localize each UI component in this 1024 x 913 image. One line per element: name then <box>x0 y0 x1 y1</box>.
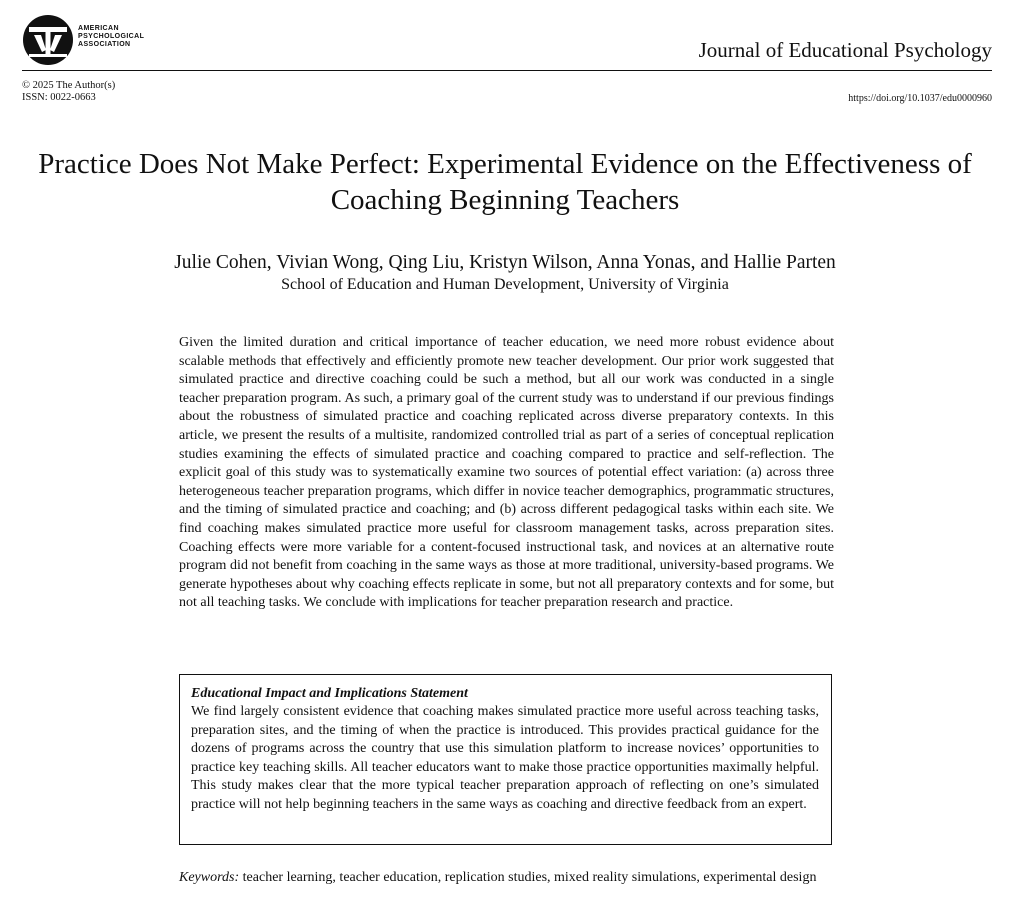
publisher-name-line: PSYCHOLOGICAL <box>78 33 145 40</box>
journal-header <box>22 10 992 71</box>
issn-line: ISSN: 0022-0663 <box>22 92 96 103</box>
apa-logo-icon <box>22 14 74 66</box>
publisher-name-line: AMERICAN <box>78 25 119 32</box>
author-list: Julie Cohen, Vivian Wong, Qing Liu, Kristyn Wilson, Anna Yonas, and Hallie Parten <box>174 252 836 273</box>
keywords <box>179 869 834 888</box>
publisher-name-line: ASSOCIATION <box>78 41 131 48</box>
abstract-text: Given the limited duration and critical importance of teacher education, we need more robust evidence about scalable methods that effectively and efficiently promote new teacher development. Our prior work suggested that simulated practice and directive coaching could be such a method, but all our work was conducted in a single teacher preparation program. As such, a primary goal of the current study was to understand if our previous findings about the robustness of simulated practice and coaching replicated across diverse preparatory contexts. In this article, we present the results of a multisite, randomized controlled trial as part of a series of conceptual replication studies examining the effects of simulated practice and coaching compared to practice and self-reflection. The explicit goal of this study was to systematically examine two sources of potential effect variation: (a) across three heterogeneous teacher preparation programs, which differ in novice teacher demographics, programmatic structures, and the timing of simulated practice and coaching; and (b) across different pedagogical tasks within each site. We find coaching makes simulated practice more useful for classroom management tasks, across preparation sites. Coaching effects were more variable for a content-focused instructional task, and novices at an alternative route program did not benefit from coaching in the same ways as those at more traditional, university-based programs. We generate hypotheses about why coaching effects replicate in some, but not all preparatory contexts and for some, but not all teaching tasks. We conclude with implications for teacher preparation research and practice. <box>179 335 834 611</box>
impact-statement-box <box>179 674 832 845</box>
article-title: Practice Does Not Make Perfect: Experimental Evidence on the Effectiveness of Coaching Beginning Teachers <box>38 148 972 216</box>
impact-statement-title: Educational Impact and Implications Statement <box>191 686 468 701</box>
publisher-name <box>78 25 144 49</box>
impact-statement-text: We find largely consistent evidence that coaching makes simulated practice more useful across teaching tasks, preparation sites, and the timing of when the practice is introduced. This provides practical guidance for the dozens of programs across the country that use this simulation platform to increase novices’ opportunities to practice key teaching skills. All teacher educators want to make those practice opportunities maximally helpful. This study makes clear that the more typical teacher preparation approach of reflecting on one’s simulated practice will not help beginning teachers in the same ways as coaching and directive feedback from an expert. <box>191 704 819 812</box>
author-affiliation: School of Education and Human Development, University of Virginia <box>281 276 729 293</box>
doi-link[interactable]: https://doi.org/10.1037/edu0000960 <box>848 93 992 104</box>
copyright-line: © 2025 The Author(s) <box>22 80 116 91</box>
journal-title: Journal of Educational Psychology <box>698 38 992 62</box>
publication-meta <box>22 80 115 104</box>
keywords-list: teacher learning, teacher education, replication studies, mixed reality simulations, experimental design <box>242 870 817 885</box>
keywords-label: Keywords: <box>179 870 240 885</box>
